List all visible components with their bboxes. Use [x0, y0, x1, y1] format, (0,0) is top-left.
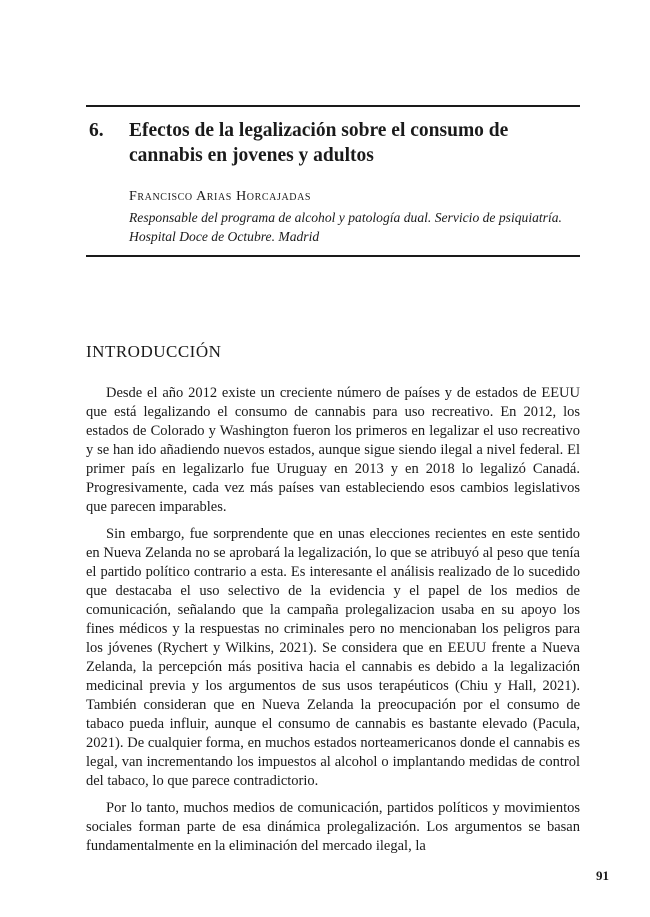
section-heading: INTRODUCCIÓN — [86, 342, 222, 361]
chapter-title: Efectos de la legalización sobre el consumo de cannabis en jovenes y adultos — [129, 120, 509, 166]
header-bottom-rule — [86, 255, 580, 257]
page-number: 91 — [596, 868, 609, 883]
paragraph: Por lo tanto, muchos medios de comunicación, partidos políticos y movimientos sociales forman parte de esa dinámica prolegalización. Los argumentos se basan fundamentalmente en la eliminación del mercado ilegal, la — [86, 800, 580, 854]
paragraph: Sin embargo, fue sorprendente que en unas elecciones recientes en este sentido en Nueva Zelanda no se aprobará la legalización, lo que se atribuyó al peso que tenía el partido político contrario a esta. Es interesante el análisis realizado de lo sucedido que destacaba el uso selectivo de la evidencia y el papel de los medios de comunicación, señalando que la campaña prolegalizacion usaba en su apoyo los fines médicos y la respuestas no criminales pero no mencionaban los peligros para los jóvenes (Rychert y Wilkins, 2021). Se considera que en EEUU frente a Nueva Zelanda, la percepción más positiva hacia el cannabis es debido a la legalización medicinal previa y los argumentos de sus usos terapéuticos (Chiu y Hall, 2021). También consideran que en Nueva Zelanda la preocupación por el consumo de tabaco pueda influir, aunque el consumo de cannabis es bastante elevado (Pacula, 2021). De cualquier forma, en muchos estados norteamericanos donde el cannabis es legal, van incrementando los impuestos al alcohol o implantando medidas de control del tabaco, lo que parece contradictorio. — [86, 526, 580, 789]
body-text — [86, 384, 580, 864]
author-affiliation: Responsable del programa de alcohol y patología dual. Servicio de psiquiatría. Hospital Doce de Octubre. Madrid — [129, 210, 562, 244]
paragraph: Desde el año 2012 existe un creciente número de países y de estados de EEUU que está legalizando el consumo de cannabis para uso recreativo. En 2012, los estados de Colorado y Washington fueron los primeros en legalizar el uso recreativo y se han ido añadiendo nuevos estados, aunque sigue siendo ilegal a nivel federal. El primer país en legalizarlo fue Uruguay en 2013 y en 2018 lo legalizó Canadá. Progresivamente, cada vez más países van estableciendo esos cambios legislativos que parecen imparables. — [86, 385, 580, 515]
header-top-rule — [86, 105, 580, 107]
author-name: Francisco Arias Horcajadas — [129, 189, 312, 204]
chapter-number: 6. — [89, 120, 104, 141]
